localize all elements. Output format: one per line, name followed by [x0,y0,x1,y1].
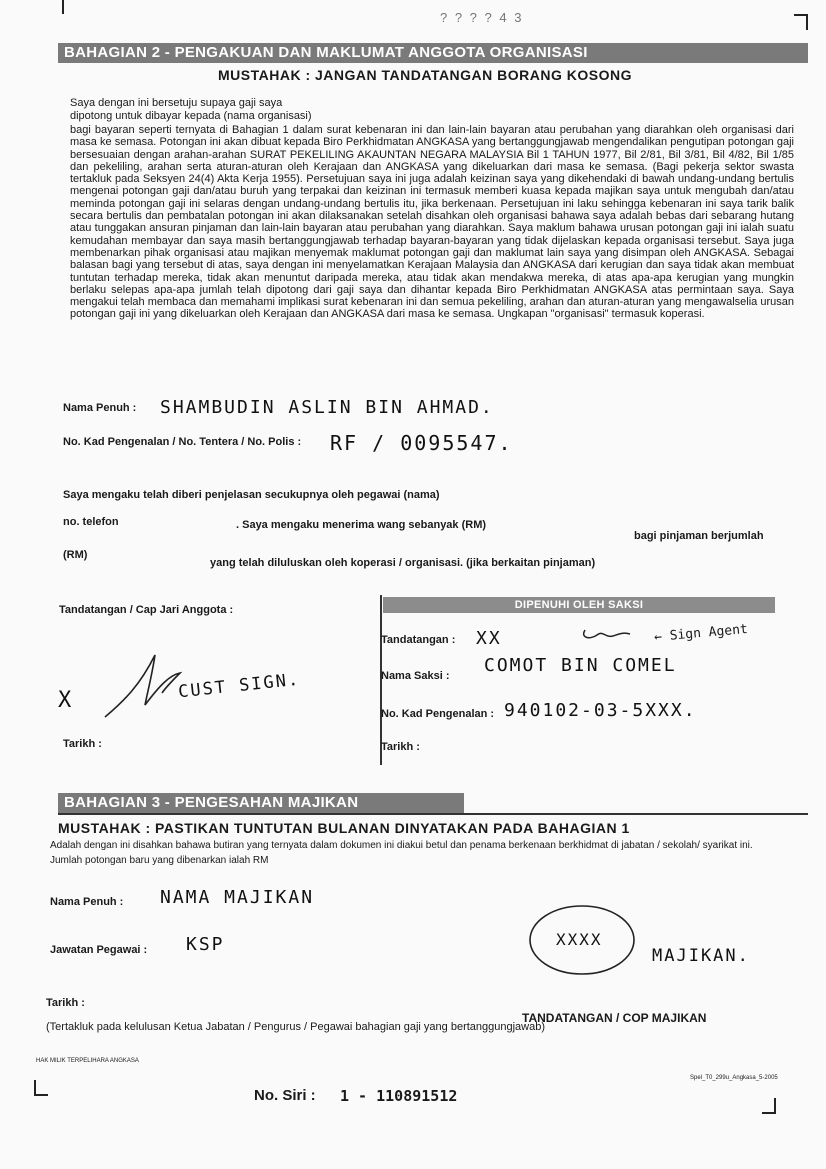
top-stamp: ? ? ? ? 4 3 [440,10,524,25]
full-name-label: Nama Penuh : [63,402,137,414]
section3-warning: MUSTAHAK : PASTIKAN TUNTUTAN BULANAN DINYATAKAN PADA BAHAGIAN 1 [58,820,630,836]
copyright-note: HAK MILIK TERPELIHARA ANGKASA [36,1058,139,1064]
position-label: Jawatan Pegawai : [50,944,148,956]
witness-signature-scribble [575,620,635,645]
position-value[interactable]: KSP [186,934,225,955]
employer-stamp-value: XXXX [556,930,603,949]
employer-date-label: Tarikh : [46,997,85,1009]
section3-note: (Tertakluk pada kelulusan Ketua Jabatan / Pengurus / Pegawai bahagian gaji yang bertanggungjawab) [46,1021,546,1033]
rm-label: (RM) [63,549,88,561]
witness-signature-xx[interactable]: XX [476,628,502,649]
corner-mark-top-left [62,0,76,14]
witness-signature-note: ← Sign Agent [653,621,749,646]
approved-text: yang telah diluluskan oleh koperasi / organisasi. (jika berkaitan pinjaman) [210,557,596,569]
serial-value: 1 - 110891512 [340,1087,458,1105]
employer-name-value[interactable]: NAMA MAJIKAN [160,887,315,908]
form-code: Spel_T0_299u_Angkasa_5-2005 [690,1075,778,1081]
witness-ic-value[interactable]: 940102-03-5XXX. [504,700,697,721]
loan-amount-text: bagi pinjaman berjumlah [634,530,764,542]
member-date-label: Tarikh : [63,738,102,750]
witness-signature-label: Tandatangan : [381,634,456,646]
corner-mark-bottom-right [762,1098,776,1114]
section2-warning: MUSTAHAK : JANGAN TANDATANGAN BORANG KOSONG [218,67,632,83]
employer-stamp-note: MAJIKAN. [652,946,750,966]
witness-banner: DIPENUHI OLEH SAKSI [383,597,775,613]
section2-banner: BAHAGIAN 2 - PENGAKUAN DAN MAKLUMAT ANGGOTA ORGANISASI [58,43,808,63]
section3-text2: Jumlah potongan baru yang dibenarkan ialah RM [50,855,269,866]
employer-sign-label: TANDATANGAN / COP MAJIKAN [522,1011,707,1025]
corner-mark-bottom-left [34,1080,48,1096]
ic-value[interactable]: RF / 0095547. [330,431,513,455]
received-amount-text: . Saya mengaku menerima wang sebanyak (RM) [236,519,487,531]
phone-label: no. telefon [63,516,119,528]
witness-ic-label: No. Kad Pengenalan : [381,708,495,720]
member-signature-label: Tandatangan / Cap Jari Anggota : [59,604,234,616]
declaration-line1: Saya dengan ini bersetuju supaya gaji saya [70,97,283,109]
witness-date-label: Tarikh : [381,741,420,753]
corner-mark-top-right [794,14,808,30]
declaration-line2: dipotong untuk dibayar kepada (nama organisasi) [70,110,312,122]
serial-label: No. Siri : [254,1087,316,1104]
explained-by-text: Saya mengaku telah diberi penjelasan secukupnya oleh pegawai (nama) [63,489,440,501]
member-signature-x: X [58,688,74,713]
declaration-paragraph: bagi bayaran seperti ternyata di Bahagian 1 dalam surat kebenaran ini dan lain-lain bayaran atau perubahan yang diarahkan oleh organisasi dari masa ke semasa. Potongan ini akan dibuat kepada Biro Perkhidmatan ANGKASA yang bertanggungjawab mengendalikan pengutipan potongan gaji bersesuaian dengan arahan-arahan SURAT PEKELILING AKAUNTAN NEGARA MALAYSIA Bil 1 TAHUN 1977, Bil 2/81, Bil 3/81, Bil 4/82, Bil 1/85 dan pekeliling, arahan serta aturan-aturan oleh Kerajaan dan ANGKASA yang dikeluarkan dari masa ke semasa. (Bagi pekerja sektor swasta tertakluk pada Seksyen 24(4) Akta Kerja 1955). Persetujuan saya ini juga adalah keizinan saya yang dikehendaki di bawah undang-undang bertulis mengenai potongan gaji dan/atau buruh yang terpakai dan keizinan ini termasuk memberi kuasa kepada majikan saya untuk mengubah dan/atau meminda potongan gaji ini selaras dengan undang-undang bertulis itu, jika berkenaan. Persetujuan ini laku sehingga kebenaran ini saya tarik balik secara bertulis dan pembatalan potongan ini akan dilaksanakan setelah disahkan oleh organisasi bahawa saya adalah bebas dari sebarang hutang atau tunggakan ansuran pinjaman dan lain-lain bayaran atau perubahan yang diarahkan. Saya maklum bahawa urusan potongan gaji ini ialah suatu kemudahan membayar dan saya masih bertanggungjawab terhadap bayaran-bayaran yang tidak dijelaskan kepada organisasi tersebut. Saya juga membenarkan pihak organisasi atau majikan menyemak maklumat potongan gaji dan maklumat lain saya yang disimpan oleh ANGKASA. Sebagai balasan bagi yang tersebut di atas, saya dengan ini menyelamatkan Kerajaan Malaysia dan ANGKASA dari kerugian dan saya tidak akan membuat tuntutan terhadap mereka, tidak akan menuntut daripada mereka, atau tidak akan mendakwa mereka, di atas apa-apa kerugian yang mungkin berlaku selepas apa-apa jumlah telah dipotong dari gaji saya dan dihantar kepada Biro Perkhidmatan ANGKASA atas permintaan saya. Saya mengakui telah membaca dan memahami implikasi surat kebenaran ini dan semua pekeliling, arahan dan aturan-aturan yang mengawalselia urusan potongan gaji ini yang dikeluarkan oleh Kerajaan dan ANGKASA dari masa ke semasa. Ungkapan "organisasi" termasuk koperasi. [70,124,794,321]
full-name-value[interactable]: SHAMBUDIN ASLIN BIN AHMAD. [160,397,494,418]
witness-name-label: Nama Saksi : [381,670,450,682]
section3-banner: BAHAGIAN 3 - PENGESAHAN MAJIKAN [58,793,464,813]
employer-name-label: Nama Penuh : [50,896,124,908]
section3-rule [58,813,808,815]
section3-text1: Adalah dengan ini disahkan bahawa butiran yang ternyata dalam dokumen ini diakui betul dan penama berkenaan berkhidmat di jabatan / sekolah/ syarikat ini. [50,840,753,851]
ic-label: No. Kad Pengenalan / No. Tentera / No. Polis : [63,436,302,448]
witness-name-value[interactable]: COMOT BIN COMEL [484,655,677,676]
member-signature-note: CUST SIGN. [177,669,302,703]
